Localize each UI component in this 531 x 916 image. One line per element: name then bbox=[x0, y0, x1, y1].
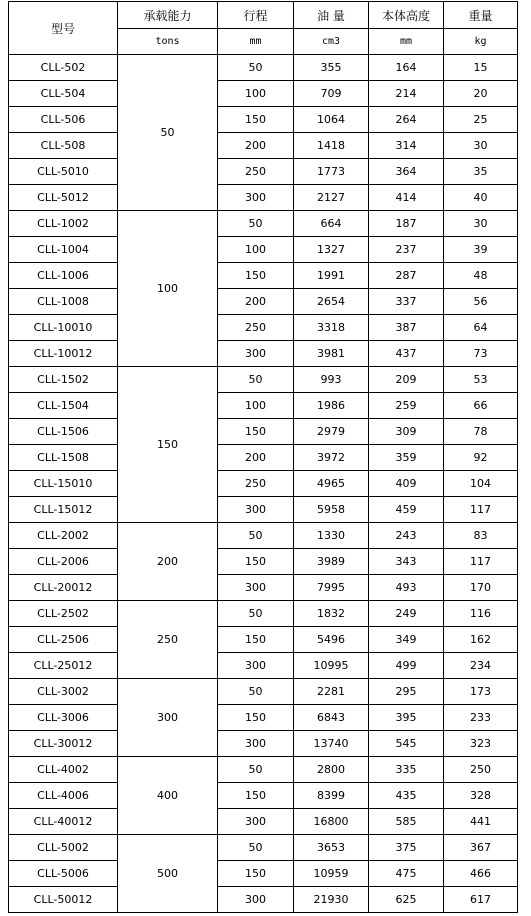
header-row bbox=[9, 2, 518, 29]
weight-cell: 64 bbox=[444, 315, 518, 341]
stroke-cell: 300 bbox=[218, 185, 294, 211]
stroke-cell: 50 bbox=[218, 367, 294, 393]
table-row bbox=[9, 55, 518, 81]
table-body bbox=[9, 55, 518, 913]
model-cell: CLL-3006 bbox=[9, 705, 118, 731]
table-row bbox=[9, 731, 518, 757]
stroke-cell: 150 bbox=[218, 861, 294, 887]
oil-cell: 3989 bbox=[294, 549, 369, 575]
stroke-cell: 200 bbox=[218, 289, 294, 315]
model-cell: CLL-4006 bbox=[9, 783, 118, 809]
table-row bbox=[9, 601, 518, 627]
header-oil: 油 量 bbox=[294, 2, 369, 29]
stroke-cell: 200 bbox=[218, 133, 294, 159]
table-row bbox=[9, 757, 518, 783]
weight-cell: 53 bbox=[444, 367, 518, 393]
header-capacity: 承载能力 bbox=[118, 2, 218, 29]
height-cell: 435 bbox=[369, 783, 444, 809]
stroke-cell: 150 bbox=[218, 419, 294, 445]
table-row bbox=[9, 263, 518, 289]
oil-cell: 2281 bbox=[294, 679, 369, 705]
height-cell: 375 bbox=[369, 835, 444, 861]
height-cell: 214 bbox=[369, 81, 444, 107]
capacity-cell: 300 bbox=[118, 679, 218, 757]
unit-capacity: tons bbox=[118, 29, 218, 55]
table-row bbox=[9, 393, 518, 419]
oil-cell: 16800 bbox=[294, 809, 369, 835]
capacity-cell: 150 bbox=[118, 367, 218, 523]
model-cell: CLL-1508 bbox=[9, 445, 118, 471]
oil-cell: 355 bbox=[294, 55, 369, 81]
height-cell: 264 bbox=[369, 107, 444, 133]
stroke-cell: 50 bbox=[218, 835, 294, 861]
oil-cell: 664 bbox=[294, 211, 369, 237]
height-cell: 343 bbox=[369, 549, 444, 575]
height-cell: 414 bbox=[369, 185, 444, 211]
height-cell: 337 bbox=[369, 289, 444, 315]
stroke-cell: 150 bbox=[218, 627, 294, 653]
table-row bbox=[9, 653, 518, 679]
oil-cell: 21930 bbox=[294, 887, 369, 913]
oil-cell: 2127 bbox=[294, 185, 369, 211]
weight-cell: 30 bbox=[444, 133, 518, 159]
table-row bbox=[9, 887, 518, 913]
model-cell: CLL-1002 bbox=[9, 211, 118, 237]
model-cell: CLL-2502 bbox=[9, 601, 118, 627]
stroke-cell: 200 bbox=[218, 445, 294, 471]
height-cell: 209 bbox=[369, 367, 444, 393]
weight-cell: 92 bbox=[444, 445, 518, 471]
model-cell: CLL-20012 bbox=[9, 575, 118, 601]
weight-cell: 39 bbox=[444, 237, 518, 263]
weight-cell: 40 bbox=[444, 185, 518, 211]
weight-cell: 25 bbox=[444, 107, 518, 133]
height-cell: 309 bbox=[369, 419, 444, 445]
stroke-cell: 250 bbox=[218, 315, 294, 341]
weight-cell: 328 bbox=[444, 783, 518, 809]
stroke-cell: 150 bbox=[218, 783, 294, 809]
table-row bbox=[9, 445, 518, 471]
weight-cell: 162 bbox=[444, 627, 518, 653]
height-cell: 585 bbox=[369, 809, 444, 835]
stroke-cell: 50 bbox=[218, 757, 294, 783]
stroke-cell: 300 bbox=[218, 341, 294, 367]
table-row bbox=[9, 133, 518, 159]
table-row bbox=[9, 315, 518, 341]
height-cell: 349 bbox=[369, 627, 444, 653]
model-cell: CLL-2002 bbox=[9, 523, 118, 549]
height-cell: 475 bbox=[369, 861, 444, 887]
model-cell: CLL-1502 bbox=[9, 367, 118, 393]
stroke-cell: 50 bbox=[218, 55, 294, 81]
oil-cell: 10995 bbox=[294, 653, 369, 679]
header-model: 型号 bbox=[9, 2, 118, 55]
table-row bbox=[9, 471, 518, 497]
stroke-cell: 300 bbox=[218, 653, 294, 679]
header-weight: 重量 bbox=[444, 2, 518, 29]
oil-cell: 1327 bbox=[294, 237, 369, 263]
weight-cell: 35 bbox=[444, 159, 518, 185]
oil-cell: 5958 bbox=[294, 497, 369, 523]
model-cell: CLL-502 bbox=[9, 55, 118, 81]
weight-cell: 617 bbox=[444, 887, 518, 913]
table-row bbox=[9, 289, 518, 315]
oil-cell: 709 bbox=[294, 81, 369, 107]
stroke-cell: 50 bbox=[218, 523, 294, 549]
height-cell: 499 bbox=[369, 653, 444, 679]
oil-cell: 3653 bbox=[294, 835, 369, 861]
stroke-cell: 50 bbox=[218, 601, 294, 627]
table-row bbox=[9, 237, 518, 263]
model-cell: CLL-15012 bbox=[9, 497, 118, 523]
height-cell: 249 bbox=[369, 601, 444, 627]
weight-cell: 78 bbox=[444, 419, 518, 445]
oil-cell: 2979 bbox=[294, 419, 369, 445]
height-cell: 364 bbox=[369, 159, 444, 185]
stroke-cell: 100 bbox=[218, 237, 294, 263]
height-cell: 259 bbox=[369, 393, 444, 419]
height-cell: 295 bbox=[369, 679, 444, 705]
weight-cell: 173 bbox=[444, 679, 518, 705]
stroke-cell: 300 bbox=[218, 809, 294, 835]
unit-stroke: mm bbox=[218, 29, 294, 55]
oil-cell: 5496 bbox=[294, 627, 369, 653]
header-stroke: 行程 bbox=[218, 2, 294, 29]
height-cell: 387 bbox=[369, 315, 444, 341]
weight-cell: 48 bbox=[444, 263, 518, 289]
oil-cell: 2654 bbox=[294, 289, 369, 315]
table-row bbox=[9, 783, 518, 809]
table-row bbox=[9, 341, 518, 367]
stroke-cell: 300 bbox=[218, 887, 294, 913]
table-row bbox=[9, 185, 518, 211]
height-cell: 164 bbox=[369, 55, 444, 81]
table-row bbox=[9, 861, 518, 887]
capacity-cell: 50 bbox=[118, 55, 218, 211]
height-cell: 625 bbox=[369, 887, 444, 913]
model-cell: CLL-1506 bbox=[9, 419, 118, 445]
height-cell: 437 bbox=[369, 341, 444, 367]
height-cell: 359 bbox=[369, 445, 444, 471]
model-cell: CLL-1504 bbox=[9, 393, 118, 419]
height-cell: 237 bbox=[369, 237, 444, 263]
oil-cell: 1064 bbox=[294, 107, 369, 133]
oil-cell: 6843 bbox=[294, 705, 369, 731]
model-cell: CLL-4002 bbox=[9, 757, 118, 783]
weight-cell: 234 bbox=[444, 653, 518, 679]
height-cell: 335 bbox=[369, 757, 444, 783]
unit-oil: cm3 bbox=[294, 29, 369, 55]
table-row bbox=[9, 419, 518, 445]
weight-cell: 83 bbox=[444, 523, 518, 549]
table-row bbox=[9, 627, 518, 653]
table-row bbox=[9, 835, 518, 861]
weight-cell: 117 bbox=[444, 497, 518, 523]
model-cell: CLL-5006 bbox=[9, 861, 118, 887]
model-cell: CLL-10012 bbox=[9, 341, 118, 367]
model-cell: CLL-5010 bbox=[9, 159, 118, 185]
table-row bbox=[9, 523, 518, 549]
model-cell: CLL-25012 bbox=[9, 653, 118, 679]
height-cell: 314 bbox=[369, 133, 444, 159]
stroke-cell: 150 bbox=[218, 107, 294, 133]
cylinder-spec-table bbox=[8, 1, 518, 913]
height-cell: 545 bbox=[369, 731, 444, 757]
oil-cell: 10959 bbox=[294, 861, 369, 887]
weight-cell: 466 bbox=[444, 861, 518, 887]
oil-cell: 993 bbox=[294, 367, 369, 393]
model-cell: CLL-40012 bbox=[9, 809, 118, 835]
oil-cell: 13740 bbox=[294, 731, 369, 757]
stroke-cell: 50 bbox=[218, 679, 294, 705]
weight-cell: 250 bbox=[444, 757, 518, 783]
unit-weight: kg bbox=[444, 29, 518, 55]
model-cell: CLL-10010 bbox=[9, 315, 118, 341]
table-row bbox=[9, 809, 518, 835]
weight-cell: 323 bbox=[444, 731, 518, 757]
model-cell: CLL-5012 bbox=[9, 185, 118, 211]
stroke-cell: 150 bbox=[218, 705, 294, 731]
oil-cell: 4965 bbox=[294, 471, 369, 497]
model-cell: CLL-504 bbox=[9, 81, 118, 107]
table-row bbox=[9, 575, 518, 601]
stroke-cell: 250 bbox=[218, 159, 294, 185]
model-cell: CLL-5002 bbox=[9, 835, 118, 861]
weight-cell: 104 bbox=[444, 471, 518, 497]
oil-cell: 7995 bbox=[294, 575, 369, 601]
capacity-cell: 400 bbox=[118, 757, 218, 835]
capacity-cell: 100 bbox=[118, 211, 218, 367]
unit-height: mm bbox=[369, 29, 444, 55]
weight-cell: 73 bbox=[444, 341, 518, 367]
model-cell: CLL-508 bbox=[9, 133, 118, 159]
header-height: 本体高度 bbox=[369, 2, 444, 29]
weight-cell: 66 bbox=[444, 393, 518, 419]
stroke-cell: 50 bbox=[218, 211, 294, 237]
weight-cell: 441 bbox=[444, 809, 518, 835]
height-cell: 187 bbox=[369, 211, 444, 237]
weight-cell: 30 bbox=[444, 211, 518, 237]
stroke-cell: 250 bbox=[218, 471, 294, 497]
oil-cell: 3972 bbox=[294, 445, 369, 471]
height-cell: 287 bbox=[369, 263, 444, 289]
model-cell: CLL-15010 bbox=[9, 471, 118, 497]
stroke-cell: 300 bbox=[218, 497, 294, 523]
table-row bbox=[9, 159, 518, 185]
oil-cell: 2800 bbox=[294, 757, 369, 783]
stroke-cell: 150 bbox=[218, 549, 294, 575]
stroke-cell: 150 bbox=[218, 263, 294, 289]
model-cell: CLL-50012 bbox=[9, 887, 118, 913]
model-cell: CLL-1008 bbox=[9, 289, 118, 315]
capacity-cell: 200 bbox=[118, 523, 218, 601]
table-row bbox=[9, 497, 518, 523]
weight-cell: 367 bbox=[444, 835, 518, 861]
oil-cell: 1418 bbox=[294, 133, 369, 159]
table-row bbox=[9, 211, 518, 237]
oil-cell: 1773 bbox=[294, 159, 369, 185]
weight-cell: 233 bbox=[444, 705, 518, 731]
capacity-cell: 500 bbox=[118, 835, 218, 913]
model-cell: CLL-3002 bbox=[9, 679, 118, 705]
height-cell: 409 bbox=[369, 471, 444, 497]
model-cell: CLL-506 bbox=[9, 107, 118, 133]
model-cell: CLL-2006 bbox=[9, 549, 118, 575]
oil-cell: 1330 bbox=[294, 523, 369, 549]
height-cell: 395 bbox=[369, 705, 444, 731]
table-row bbox=[9, 549, 518, 575]
height-cell: 459 bbox=[369, 497, 444, 523]
stroke-cell: 100 bbox=[218, 81, 294, 107]
weight-cell: 15 bbox=[444, 55, 518, 81]
stroke-cell: 300 bbox=[218, 575, 294, 601]
stroke-cell: 100 bbox=[218, 393, 294, 419]
oil-cell: 3318 bbox=[294, 315, 369, 341]
model-cell: CLL-30012 bbox=[9, 731, 118, 757]
oil-cell: 8399 bbox=[294, 783, 369, 809]
capacity-cell: 250 bbox=[118, 601, 218, 679]
weight-cell: 117 bbox=[444, 549, 518, 575]
model-cell: CLL-1004 bbox=[9, 237, 118, 263]
height-cell: 243 bbox=[369, 523, 444, 549]
weight-cell: 20 bbox=[444, 81, 518, 107]
height-cell: 493 bbox=[369, 575, 444, 601]
table-row bbox=[9, 367, 518, 393]
oil-cell: 1832 bbox=[294, 601, 369, 627]
table-row bbox=[9, 81, 518, 107]
model-cell: CLL-1006 bbox=[9, 263, 118, 289]
weight-cell: 56 bbox=[444, 289, 518, 315]
table-row bbox=[9, 679, 518, 705]
model-cell: CLL-2506 bbox=[9, 627, 118, 653]
table-row bbox=[9, 705, 518, 731]
stroke-cell: 300 bbox=[218, 731, 294, 757]
weight-cell: 116 bbox=[444, 601, 518, 627]
table-row bbox=[9, 107, 518, 133]
oil-cell: 1986 bbox=[294, 393, 369, 419]
oil-cell: 3981 bbox=[294, 341, 369, 367]
oil-cell: 1991 bbox=[294, 263, 369, 289]
weight-cell: 170 bbox=[444, 575, 518, 601]
